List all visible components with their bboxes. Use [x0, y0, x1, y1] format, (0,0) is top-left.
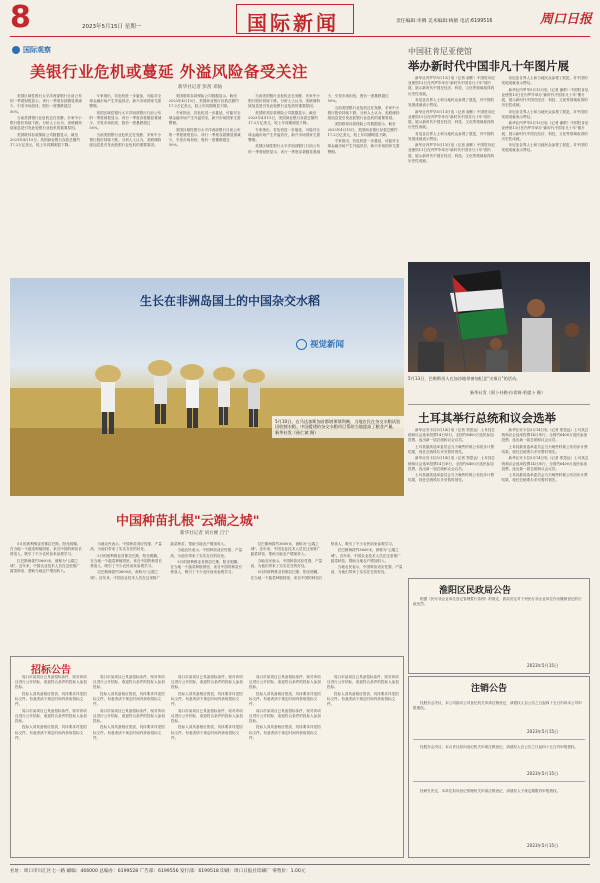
cancellation-notices — [408, 676, 590, 858]
article-headline: 土耳其举行总统和议会选举 — [418, 411, 556, 425]
divider — [413, 781, 585, 782]
article-kicker: 中国驻肯尼亚使馆 — [408, 47, 472, 56]
footer-info: 社址：周口市川汇区七一路 邮编：466000 总编办：6199528 广告部：6199556 发行部：6199518 印刷：周口日报社印刷厂 零售价：1.00元 — [10, 869, 306, 874]
footer-rule — [10, 864, 590, 865]
notice-title: 注销公告 — [471, 684, 508, 694]
article-body: 5月的玻利维亚首都拉巴斯，阳光明媚。在当地一个蔬菜种植园里，来自中国的种苗长势喜人，吸引了不少农民前来参观学习。 拉巴斯海拔约3600米，被称为"云端之城"。近年来，中国农业技术人员在这里推广蔬菜种苗，帮助当地农户增加收入。 当地农民表示，中国种苗适应性强、产量高，为他们带来了实实在在的好处。 5月的玻利维亚首都拉巴斯，阳光明媚。在当地一个蔬菜种植园里，来自中国的种苗长势喜人，吸引了不少农民前来参观学习。 拉巴斯海拔约3600米，被称为"云端之城"。近年来，中国农业技术人员在这里推广蔬菜种苗，帮助当地农户增加收入。 当地农民表示，中国种苗适应性强、产量高，为他们带来了实实在在的好处。 5月的玻利维亚首都拉巴斯，阳光明媚。在当地一个蔬菜种植园里，来自中国的种苗长势喜人，吸引了不少农民前来参观学习。 拉巴斯海拔约3600米，被称为"云端之城"。近年来，中国农业技术人员在这里推广蔬菜种苗，帮助当地农户增加收入。 当地农民表示，中国种苗适应性强、产量高，为他们带来了实实在在的好处。 5月的玻利维亚首都拉巴斯，阳光明媚。在当地一个蔬菜种植园里，来自中国的种苗长势喜人，吸引了不少农民前来参观学习。 拉巴斯海拔约3600米，被称为"云端之城"。近年来，中国农业技术人员在这里推广蔬菜种苗，帮助当地农户增加收入。 当地农民表示，中国种苗适应性强、产量高，为他们带来了实实在在的好处。 — [10, 542, 403, 580]
masthead-rule — [10, 36, 590, 37]
us-bank-article — [10, 42, 400, 272]
article-headline: 中国种苗扎根"云端之城" — [116, 514, 260, 529]
article-byline: 新华社记者 彭茜 邓仙 — [178, 85, 223, 90]
notice-title: 淮阳区民政局公告 — [439, 586, 512, 596]
photo-credit: 新华社发（阿卜杜勒·拉希姆·哈提卜 摄） — [470, 390, 546, 395]
divider — [413, 739, 585, 740]
notice-date: 2023年5月15日 — [527, 843, 559, 848]
feature-caption: 5月10日，在马达加斯加首都塔那那利佛，当地农民在杂交水稻试验田收割水稻。中国援建的杂交水稻项目帮助当地提高了粮食产量。 新华社发（孙仁斌 摄） — [272, 416, 404, 438]
paper-name: 周口日报 — [540, 12, 593, 27]
notice-body: 周口市某项目已具备招标条件，现对该项目进行公开招标，欢迎符合条件的投标人参加投标。 投标人须具备相应资质，具体要求详见招标文件。有意者请于规定时间内获取招标文件。 周口市某项目已具备招标条件，现对该项目进行公开招标，欢迎符合条件的投标人参加投标。 投标人须具备相应资质，具体要求详见招标文件。有意者请于规定时间内获取招标文件。 周口市某项目已具备招标条件，现对该项目进行公开招标，欢迎符合条件的投标人参加投标。 投标人须具备相应资质，具体要求详见招标文件。有意者请于规定时间内获取招标文件。 周口市某项目已具备招标条件，现对该项目进行公开招标，欢迎符合条件的投标人参加投标。 投标人须具备相应资质，具体要求详见招标文件。有意者请于规定时间内获取招标文件。 周口市某项目已具备招标条件，现对该项目进行公开招标，欢迎符合条件的投标人参加投标。 投标人须具备相应资质，具体要求详见招标文件。有意者请于规定时间内获取招标文件。 周口市某项目已具备招标条件，现对该项目进行公开招标，欢迎符合条件的投标人参加投标。 投标人须具备相应资质，具体要求详见招标文件。有意者请于规定时间内获取招标文件。 周口市某项目已具备招标条件，现对该项目进行公开招标，欢迎符合条件的投标人参加投标。 投标人须具备相应资质，具体要求详见招标文件。有意者请于规定时间内获取招标文件。 周口市某项目已具备招标条件，现对该项目进行公开招标，欢迎符合条件的投标人参加投标。 投标人须具备相应资质，具体要求详见招标文件。有意者请于规定时间内获取招标文件。 周口市某项目已具备招标条件，现对该项目进行公开招标，欢迎符合条件的投标人参加投标。 投标人须具备相应资质，具体要求详见招标文件。有意者请于规定时间内获取招标文件。 — [15, 675, 399, 740]
palestine-photo — [408, 262, 590, 372]
article-headline: 美银行业危机或蔓延 外溢风险备受关注 — [30, 62, 308, 81]
bolivia-seed-article — [10, 502, 404, 652]
visual-news-logo: 视觉新闻 — [296, 338, 344, 350]
article-body: 新华社内罗毕5月13日电（记者 谢彬）中国驻肯尼亚使馆13日在内罗毕举办"新时代中国非凡十年"图片展，展示新时代中国在经济、科技、文化等领域取得的历史性成就。 肯尼亚各界人士和当地民众参观了展览，对中国的发展成就表示赞叹。 新华社内罗毕5月13日电（记者 谢彬）中国驻肯尼亚使馆13日在内罗毕举办"新时代中国非凡十年"图片展，展示新时代中国在经济、科技、文化等领域取得的历史性成就。 肯尼亚各界人士和当地民众参观了展览，对中国的发展成就表示赞叹。 新华社内罗毕5月13日电（记者 谢彬）中国驻肯尼亚使馆13日在内罗毕举办"新时代中国非凡十年"图片展，展示新时代中国在经济、科技、文化等领域取得的历史性成就。 肯尼亚各界人士和当地民众参观了展览，对中国的发展成就表示赞叹。 新华社内罗毕5月13日电（记者 谢彬）中国驻肯尼亚使馆13日在内罗毕举办"新时代中国非凡十年"图片展，展示新时代中国在经济、科技、文化等领域取得的历史性成就。 肯尼亚各界人士和当地民众参观了展览，对中国的发展成就表示赞叹。 新华社内罗毕5月13日电（记者 谢彬）中国驻肯尼亚使馆13日在内罗毕举办"新时代中国非凡十年"图片展，展示新时代中国在经济、科技、文化等领域取得的历史性成就。 肯尼亚各界人士和当地民众参观了展览，对中国的发展成就表示赞叹。 — [408, 76, 589, 163]
notice-title: 招标公告 — [31, 665, 71, 676]
notice-body: 根据《民办非企业单位登记管理暂行条例》的规定，我局决定对下列民办非企业单位作出撤销登记的行政处罚。 — [413, 597, 582, 607]
civil-affairs-notice — [408, 578, 590, 674]
editors-line: 责任编辑:李腾 美术编辑:梅鹤 电话:6199516 — [396, 19, 493, 24]
section-title-box — [236, 4, 354, 34]
section-tag: 国际观察 — [12, 44, 51, 55]
page-number: 8 — [10, 0, 31, 35]
eye-icon — [296, 339, 307, 350]
notice-item-1: 经股东会决议，本公司拟向公司登记机关申请注销登记，请债权人自公告之日起四十五日内向本公司申报债权。 — [413, 701, 582, 711]
bid-notice — [10, 656, 404, 858]
globe-icon — [12, 46, 20, 54]
notice-date: 2023年5月15日 — [527, 729, 559, 734]
article-byline: 新华社记者 刘方刚 吕宁 — [180, 531, 229, 536]
notice-item-2: 经股东会决议，本合作社拟向登记机关申请注销登记，请债权人自公告之日起四十五日内申报债权。 — [420, 745, 579, 749]
feature-headline: 生长在非洲岛国土的中国杂交水稻 — [140, 294, 321, 308]
masthead — [0, 0, 600, 40]
article-body: 美国区域性银行太平洋西部银行日前公布的一季度财报显示，该行一季度存款额显著减少，引发市场担忧，股价一度暴跌超过50%。 当前美国银行业危机还在发酵，多家中小银行股价持续下跌。分析人士认为，美联储持续加息是引发此轮银行业危机的重要原因。 美国联邦存款保险公司数据显示，截至2023年4月15日，美国商业银行存款总额约17.2万亿美元，较上年同期明显下降。 专家指出，若危机进一步蔓延，可能对全球金融市场产生外溢效应，新兴市场国家尤需警惕。 美国区域性银行太平洋西部银行日前公布的一季度财报显示，该行一季度存款额显著减少，引发市场担忧，股价一度暴跌超过50%。 当前美国银行业危机还在发酵，多家中小银行股价持续下跌。分析人士认为，美联储持续加息是引发此轮银行业危机的重要原因。 美国联邦存款保险公司数据显示，截至2023年4月15日，美国商业银行存款总额约17.2万亿美元，较上年同期明显下降。 专家指出，若危机进一步蔓延，可能对全球金融市场产生外溢效应，新兴市场国家尤需警惕。 美国区域性银行太平洋西部银行日前公布的一季度财报显示，该行一季度存款额显著减少，引发市场担忧，股价一度暴跌超过50%。 当前美国银行业危机还在发酵，多家中小银行股价持续下跌。分析人士认为，美联储持续加息是引发此轮银行业危机的重要原因。 美国联邦存款保险公司数据显示，截至2023年4月15日，美国商业银行存款总额约17.2万亿美元，较上年同期明显下降。 专家指出，若危机进一步蔓延，可能对全球金融市场产生外溢效应，新兴市场国家尤需警惕。 美国区域性银行太平洋西部银行日前公布的一季度财报显示，该行一季度存款额显著减少，引发市场担忧，股价一度暴跌超过50%。 当前美国银行业危机还在发酵，多家中小银行股价持续下跌。分析人士认为，美联储持续加息是引发此轮银行业危机的重要原因。 美国联邦存款保险公司数据显示，截至2023年4月15日，美国商业银行存款总额约17.2万亿美元，较上年同期明显下降。 专家指出，若危机进一步蔓延，可能对全球金融市场产生外溢效应，新兴市场国家尤需警惕。 — [10, 94, 400, 154]
flag-crowd-image — [408, 262, 590, 372]
rice-feature-photo — [10, 278, 404, 496]
article-body: 新华社安卡拉5月14日电（记者 郑思远）土耳其总统和议会选举投票14日举行，全国约6400万选民参加投票，选出新一届总统和议会议员。 土耳其最高选举委员会当天晚些时候公布初步计票结果，现任总统埃尔多安暂时领先。 新华社安卡拉5月14日电（记者 郑思远）土耳其总统和议会选举投票14日举行，全国约6400万选民参加投票，选出新一届总统和议会议员。 土耳其最高选举委员会当天晚些时候公布初步计票结果，现任总统埃尔多安暂时领先。 新华社安卡拉5月14日电（记者 郑思远）土耳其总统和议会选举投票14日举行，全国约6400万选民参加投票，选出新一届总统和议会议员。 土耳其最高选举委员会当天晚些时候公布初步计票结果，现任总统埃尔多安暂时领先。 新华社安卡拉5月14日电（记者 郑思远）土耳其总统和议会选举投票14日举行，全国约6400万选民参加投票，选出新一届总统和议会议员。 土耳其最高选举委员会当天晚些时候公布初步计票结果，现任总统埃尔多安暂时领先。 — [408, 428, 589, 483]
section-title: 国际新闻 — [247, 11, 339, 35]
photo-caption: 5月13日，巴勒斯坦人在加沙地带参加纪念"灾难日"的活动。 — [408, 376, 521, 381]
divider — [408, 404, 590, 405]
notice-date: 2023年5月15日 — [527, 663, 559, 668]
kenya-article — [408, 42, 590, 262]
turkey-article — [408, 404, 590, 574]
notice-item-3: 经研究决定，本单位拟向登记管理机关申请注销登记，请债权人于规定期限内申报债权。 — [420, 789, 561, 793]
notice-date: 2023年5月15日 — [527, 771, 559, 776]
article-headline: 举办新时代中国非凡十年图片展 — [408, 59, 569, 73]
rice-harvest-image — [10, 278, 404, 496]
issue-date: 2023年5月15日 星期一 — [82, 24, 142, 30]
